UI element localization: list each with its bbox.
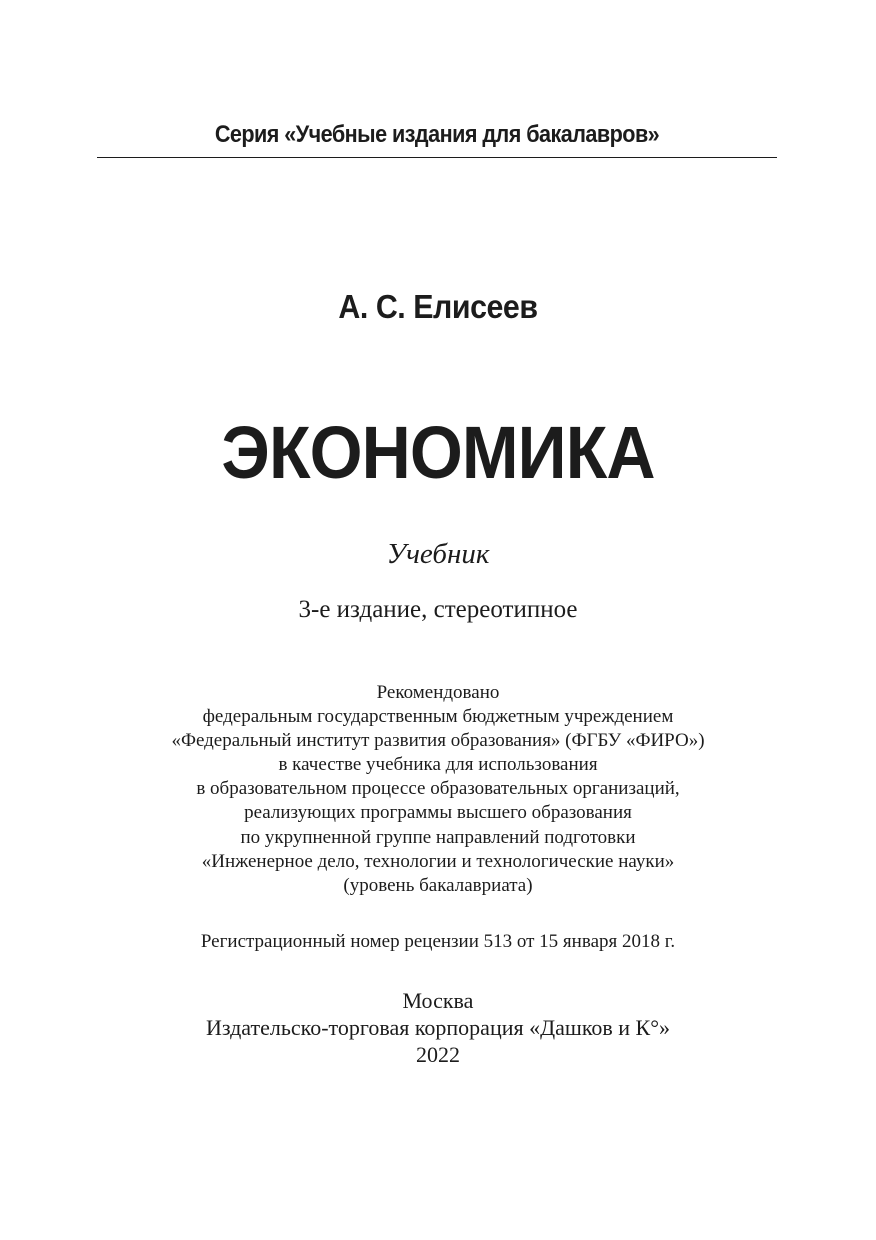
recommendation-line: «Инженерное дело, технологии и технологические науки»: [201, 850, 675, 872]
series-divider: [97, 157, 777, 158]
book-title: ЭКОНОМИКА: [221, 411, 655, 494]
recommendation-line: по укрупненной группе направлений подготовки: [240, 826, 636, 848]
imprint-city: Москва: [402, 988, 474, 1013]
book-subtitle: Учебник: [386, 538, 490, 570]
recommendation-line: «Федеральный институт развития образования» (ФГБУ «ФИРО»): [171, 730, 705, 752]
imprint-publisher: Издательско-торговая корпорация «Дашков и К°»: [205, 1015, 671, 1040]
imprint-block: [0, 987, 876, 1068]
edition-note: 3-е издание, стереотипное: [298, 596, 578, 623]
recommendation-line: в качестве учебника для использования: [278, 754, 598, 776]
recommendation-line: в образовательном процессе образовательных организаций,: [196, 778, 680, 800]
author-name: А. С. Елисеев: [338, 288, 538, 325]
recommendation-block: [0, 681, 876, 898]
series-name: Серия «Учебные издания для бакалавров»: [214, 121, 660, 148]
review-registration: Регистрационный номер рецензии 513 от 15 января 2018 г.: [200, 931, 676, 952]
imprint-year: 2022: [416, 1042, 460, 1067]
recommendation-line: (уровень бакалавриата): [343, 874, 533, 896]
recommendation-line: реализующих программы высшего образования: [244, 802, 632, 824]
recommendation-line: федеральным государственным бюджетным учреждением: [202, 706, 674, 728]
recommendation-line: Рекомендовано: [376, 682, 500, 703]
